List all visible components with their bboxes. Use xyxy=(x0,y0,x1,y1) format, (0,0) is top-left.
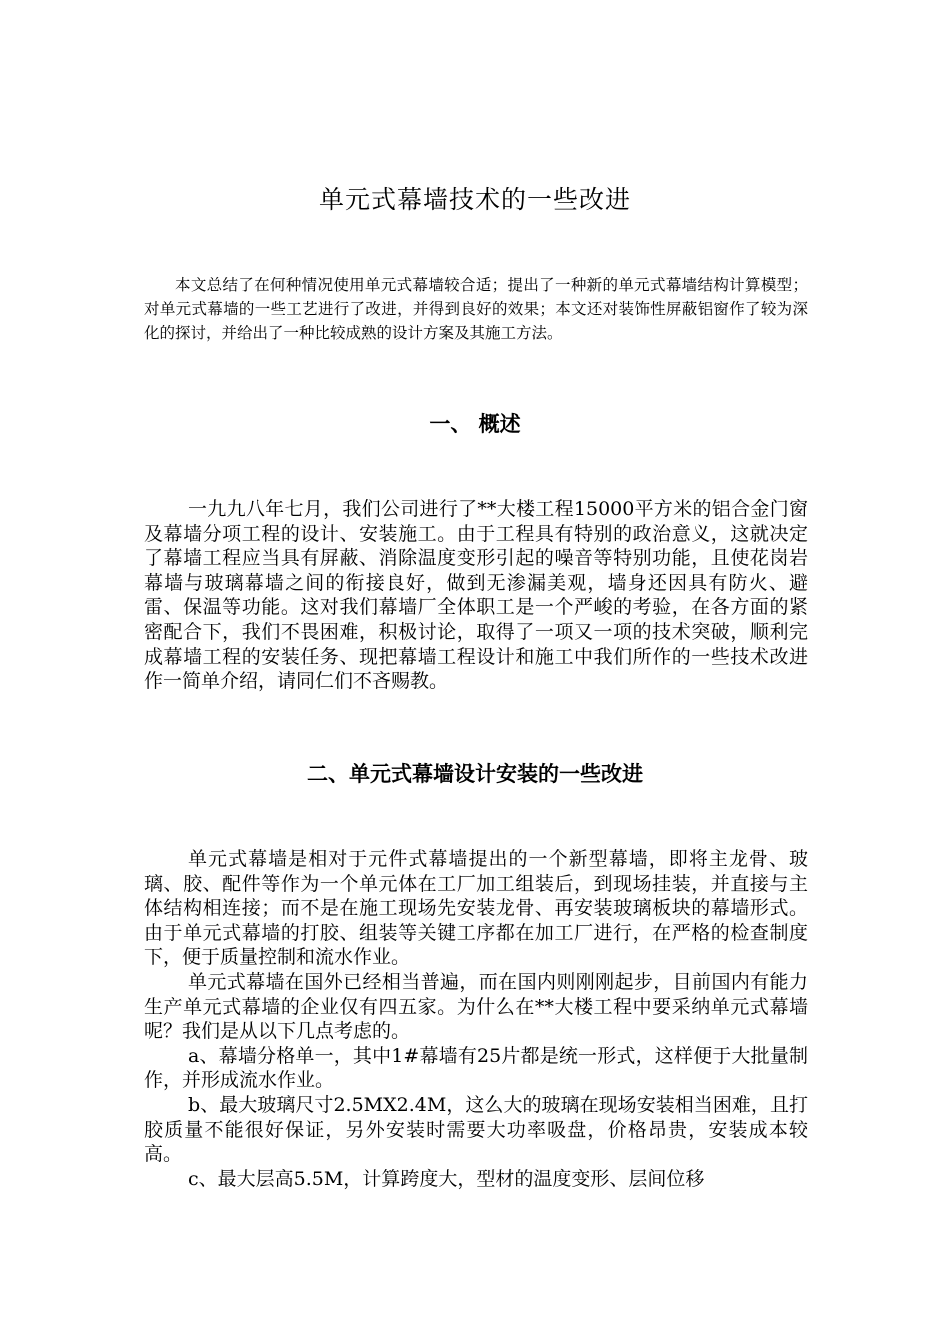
section-2-body xyxy=(144,847,808,1191)
section-2-list-item-c: c、最大层高5.5M，计算跨度大，型材的温度变形、层间位移 xyxy=(188,1167,705,1190)
section-2-paragraph: 单元式幕墙是相对于元件式幕墙提出的一个新型幕墙，即将主龙骨、玻璃、胶、配件等作为一个单元体在工厂加工组装后，到现场挂装，并直接与主体结构相连接；而不是在施工现场先安装龙骨、再安装玻璃板块的幕墙形式。由于单元式幕墙的打胶、组装等关键工序都在加工厂进行，在严格的检查制度下，便于质量控制和流水作业。 xyxy=(144,848,808,969)
section-2-list-item-b: b、最大玻璃尺寸2.5MX2.4M，这么大的玻璃在现场安装相当困难，且打胶质量不能很好保证，另外安装时需要大功率吸盘，价格昂贵，安装成本较高。 xyxy=(144,1093,808,1166)
section-1-body xyxy=(144,497,808,694)
section-2-paragraph: 单元式幕墙在国外已经相当普遍，而在国内则刚刚起步，目前国内有能力生产单元式幕墙的企业仅有四五家。为什么在**大楼工程中要采纳单元式幕墙呢？我们是从以下几点考虑的。 xyxy=(144,970,808,1043)
section-1-heading: 一、 概述 xyxy=(429,412,521,436)
section-2-heading: 二、单元式幕墙设计安装的一些改进 xyxy=(307,762,643,786)
abstract-paragraph: 本文总结了在何种情况使用单元式幕墙较合适；提出了一种新的单元式幕墙结构计算模型；对单元式幕墙的一些工艺进行了改进，并得到良好的效果；本文还对装饰性屏蔽铝窗作了较为深化的探讨，并给出了一种比较成熟的设计方案及其施工方法。 xyxy=(144,276,808,342)
section-2-list-item-a: a、幕墙分格单一，其中1#幕墙有25片都是统一形式，这样便于大批量制作，并形成流水作业。 xyxy=(144,1044,808,1092)
section-1-paragraph: 一九九八年七月，我们公司进行了**大楼工程15000平方米的铝合金门窗及幕墙分项工程的设计、安装施工。由于工程具有特别的政治意义，这就决定了幕墙工程应当具有屏蔽、消除温度变形引起的噪音等特别功能，且使花岗岩幕墙与玻璃幕墙之间的衔接良好，做到无渗漏美观，墙身还因具有防火、避雷、保温等功能。这对我们幕墙厂全体职工是一个严峻的考验，在各方面的紧密配合下，我们不畏困难，积极讨论，取得了一项又一项的技术突破，顺利完成幕墙工程的安装任务、现把幕墙工程设计和施工中我们所作的一些技术改进作一简单介绍，请同仁们不吝赐教。 xyxy=(144,498,808,693)
document-title: 单元式幕墙技术的一些改进 xyxy=(318,185,631,214)
